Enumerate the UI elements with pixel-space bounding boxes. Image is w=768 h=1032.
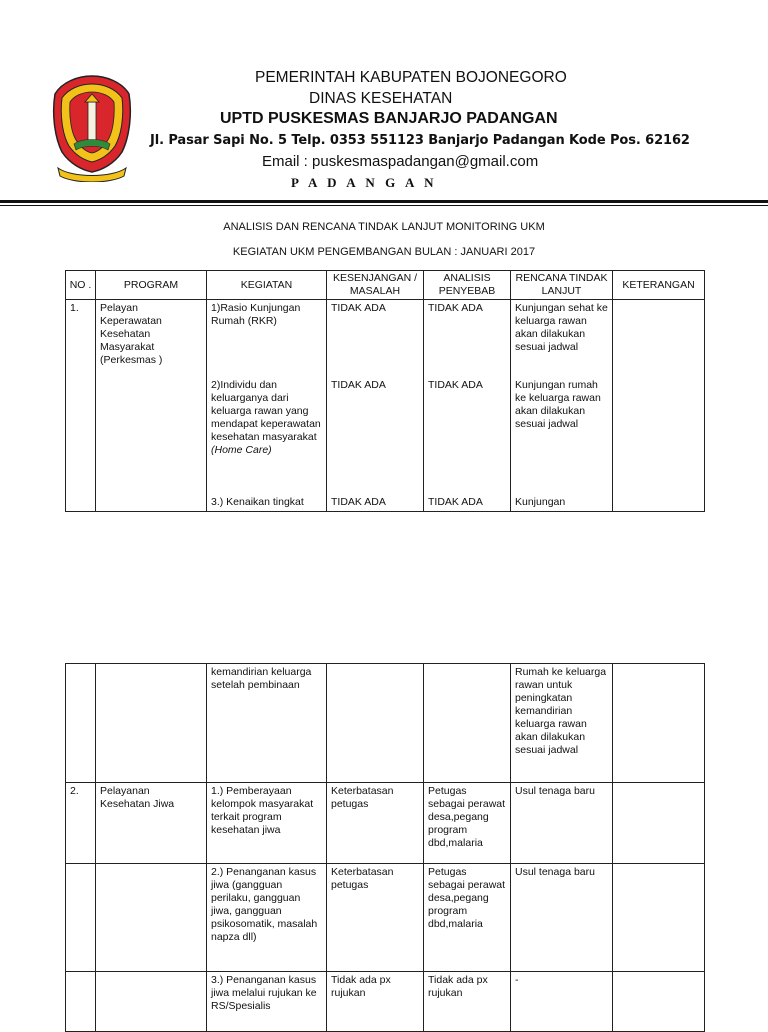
- analisis-cell: Tidak ada px rujukan: [424, 972, 511, 1032]
- kesenjangan-item: TIDAK ADA: [331, 302, 386, 314]
- keterangan-cell: [613, 664, 705, 783]
- monitoring-table-part2: [65, 663, 705, 1032]
- kesenjangan-cell: [327, 664, 424, 783]
- analisis-cell: Petugas sebagai perawat desa,pegang program dbd,malaria: [424, 864, 511, 972]
- header-keterangan: KETERANGAN: [613, 271, 705, 300]
- kegiatan-cell: 1.) Pemberayaan kelompok masyarakat terkait program kesehatan jiwa: [207, 783, 327, 864]
- kegiatan-cell: 2.) Penanganan kasus jiwa (gangguan perilaku, gangguan jiwa, gangguan psikosomatik, masalah napza dll): [207, 864, 327, 972]
- header-divider-thick: [0, 200, 768, 203]
- doc-subtitle: KEGIATAN UKM PENGEMBANGAN BULAN : JANUARI 2017: [232, 246, 536, 258]
- table-row: [66, 783, 705, 864]
- program-cell: Pelayan Keperawatan Kesehatan Masyarakat (Perkesmas ): [96, 300, 207, 512]
- kesenjangan-cell: Keterbatasan petugas: [327, 864, 424, 972]
- program-cell: [96, 972, 207, 1032]
- table-row: [66, 972, 705, 1032]
- header-kesenjangan: KESENJANGAN / MASALAH: [327, 271, 424, 300]
- analisis-cell: Petugas sebagai perawat desa,pegang program dbd,malaria: [424, 783, 511, 864]
- analisis-cell: [424, 664, 511, 783]
- bojonegoro-seal-logo: [52, 72, 132, 182]
- kegiatan-cell: [207, 300, 327, 512]
- table-row: [66, 864, 705, 972]
- analisis-item: TIDAK ADA: [428, 302, 483, 314]
- kesenjangan-cell: Tidak ada px rujukan: [327, 972, 424, 1032]
- rencana-cell: Usul tenaga baru: [511, 864, 613, 972]
- keterangan-cell: [613, 300, 705, 512]
- kegiatan-text: 2)Individu dan keluarganya dari keluarga rawan yang mendapat keperawatan kesehatan masyarakat: [211, 379, 321, 443]
- kesenjangan-cell: Keterbatasan petugas: [327, 783, 424, 864]
- header-rencana: RENCANA TINDAK LANJUT: [511, 271, 613, 300]
- table-row: [66, 300, 705, 512]
- kegiatan-cell: kemandirian keluarga setelah pembinaan: [207, 664, 327, 783]
- rencana-item: Kunjungan rumah ke keluarga rawan akan dilakukan sesuai jadwal: [515, 379, 601, 430]
- row-number: [66, 864, 96, 972]
- kesenjangan-cell: [327, 300, 424, 512]
- header-program: PROGRAM: [96, 271, 207, 300]
- kegiatan-item: [211, 379, 322, 496]
- rencana-item: Kunjungan: [515, 496, 566, 508]
- kegiatan-text-italic: (Home Care): [211, 444, 272, 456]
- kesenjangan-item: TIDAK ADA: [331, 379, 386, 391]
- email-line: Email : puskesmaspadangan@gmail.com: [262, 153, 539, 170]
- table-row: [66, 664, 705, 783]
- header-no: NO .: [66, 271, 96, 300]
- row-number: 2.: [66, 783, 96, 864]
- kegiatan-item: 1)Rasio Kunjungan Rumah (RKR): [211, 302, 301, 327]
- rencana-cell: -: [511, 972, 613, 1032]
- rencana-cell: Rumah ke keluarga rawan untuk peningkatan kemandirian keluarga rawan akan dilakukan sesuai jadwal: [511, 664, 613, 783]
- header-divider-thin: [0, 205, 768, 206]
- rencana-cell: [511, 300, 613, 512]
- monitoring-table-part1: [65, 270, 705, 512]
- program-cell: Pelayanan Kesehatan Jiwa: [96, 783, 207, 864]
- kesenjangan-item: TIDAK ADA: [331, 496, 386, 508]
- rencana-item: Kunjungan sehat ke keluarga rawan akan dilakukan sesuai jadwal: [515, 302, 608, 353]
- analisis-item: TIDAK ADA: [428, 379, 483, 391]
- doc-title: ANALISIS DAN RENCANA TINDAK LANJUT MONITORING UKM: [223, 221, 545, 233]
- gov-name: PEMERINTAH KABUPATEN BOJONEGORO: [255, 69, 567, 86]
- program-cell: [96, 864, 207, 972]
- row-number: 1.: [66, 300, 96, 512]
- kegiatan-item: 3.) Kenaikan tingkat: [211, 496, 304, 508]
- row-number: [66, 972, 96, 1032]
- dept-name: DINAS KESEHATAN: [309, 90, 453, 107]
- keterangan-cell: [613, 783, 705, 864]
- rencana-cell: Usul tenaga baru: [511, 783, 613, 864]
- analisis-cell: [424, 300, 511, 512]
- header-analisis: ANALISIS PENYEBAB: [424, 271, 511, 300]
- address-line: Jl. Pasar Sapi No. 5 Telp. 0353 551123 Banjarjo Padangan Kode Pos. 62162: [150, 133, 690, 148]
- row-number: [66, 664, 96, 783]
- org-name: UPTD PUSKESMAS BANJARJO PADANGAN: [220, 110, 558, 127]
- analisis-item: TIDAK ADA: [428, 496, 483, 508]
- table-header-row: [66, 271, 705, 300]
- program-cell: [96, 664, 207, 783]
- keterangan-cell: [613, 972, 705, 1032]
- kegiatan-cell: 3.) Penanganan kasus jiwa melalui rujukan ke RS/Spesialis: [207, 972, 327, 1032]
- header-kegiatan: KEGIATAN: [207, 271, 327, 300]
- keterangan-cell: [613, 864, 705, 972]
- city-name: P A D A N G A N: [291, 175, 438, 190]
